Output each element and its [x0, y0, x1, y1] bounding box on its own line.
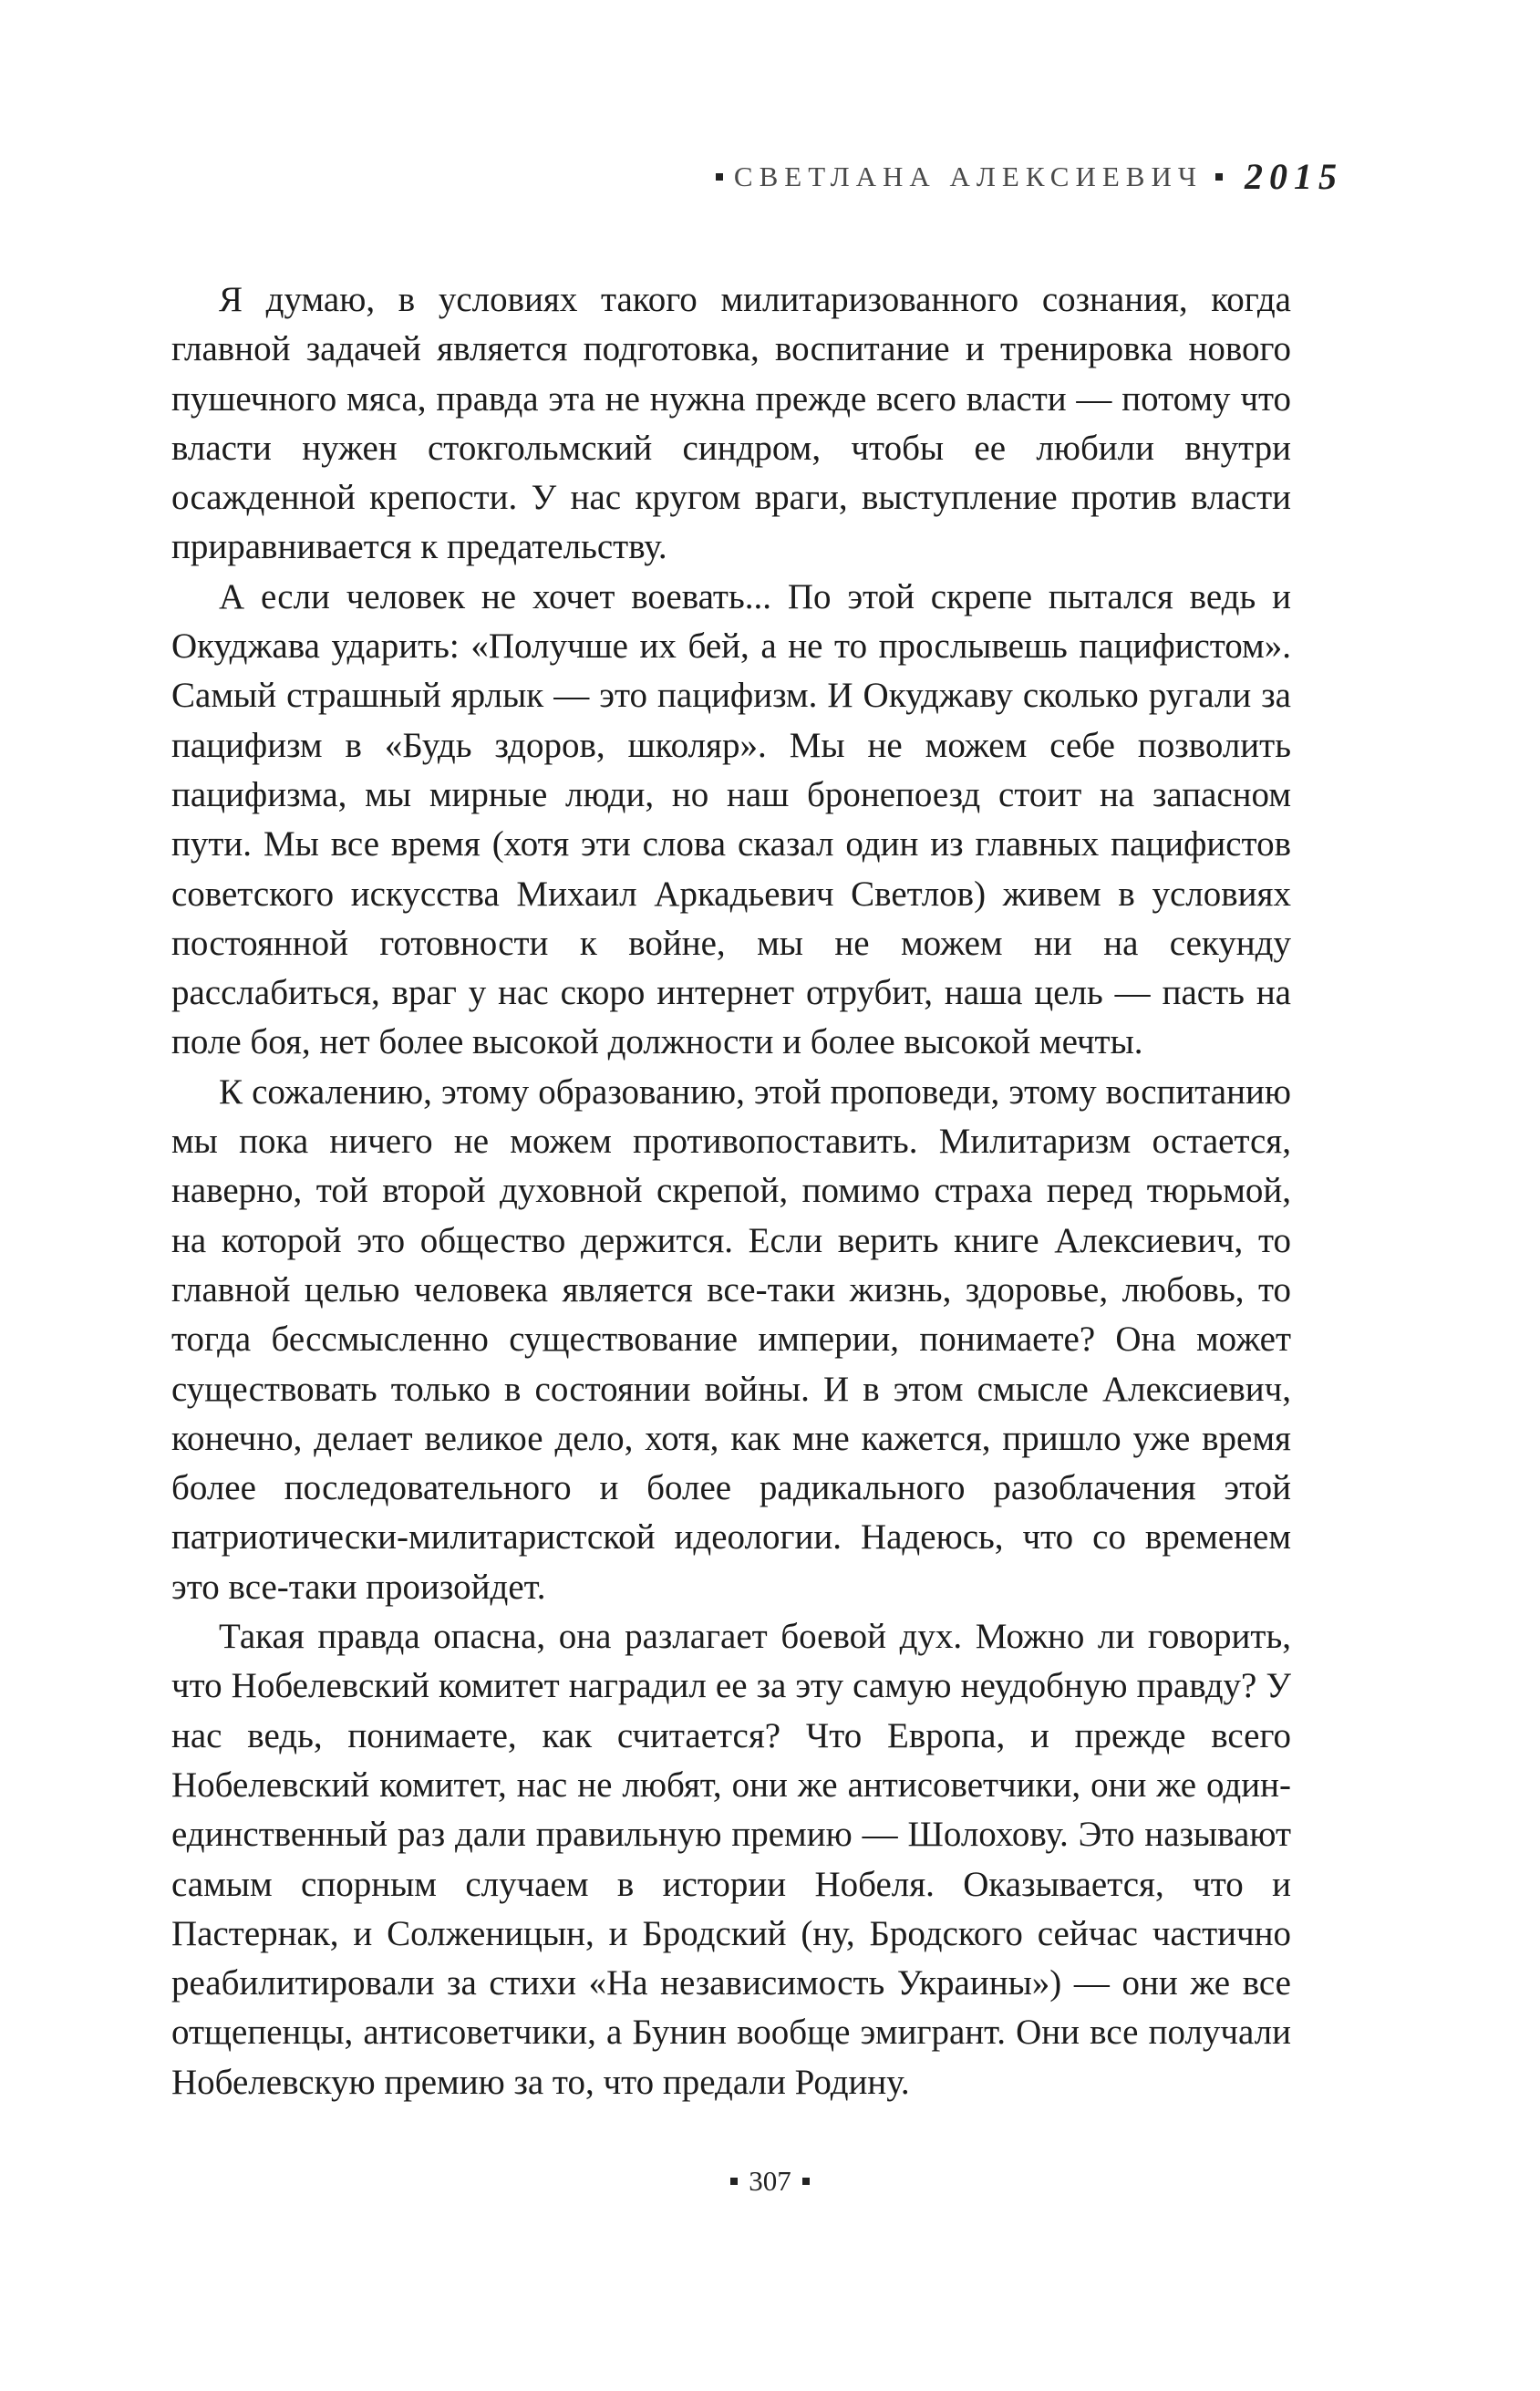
paragraph-1: Я думаю, в условиях такого милитаризованного сознания, когда главной задачей является подготовка, воспитание и тренировка нового пушечного мяса, правда эта не нужна прежде всего власти — потому что власти нужен стокгольмский синдром, чтобы ее любили внутри осажденной крепости. У нас кругом враги, выступление против власти приравнивается к предательству. — [171, 280, 1291, 567]
header-author: СВЕТЛАНА АЛЕКСИЕВИЧ — [733, 160, 1203, 192]
header-year: 2015 — [1245, 156, 1343, 197]
header-bullet-right — [1215, 173, 1223, 181]
folio-bullet-right — [802, 2178, 810, 2185]
page-number-footer — [0, 2165, 1540, 2198]
body-text — [171, 275, 1291, 2107]
page-number: 307 — [749, 2165, 791, 2197]
folio-bullet-left — [730, 2178, 738, 2185]
running-header — [716, 155, 1343, 198]
header-bullet-left — [716, 173, 723, 181]
paragraph-4: Такая правда опасна, она разлагает боевой дух. Можно ли говорить, что Нобелевский комитет наградил ее за эту самую неудобную правду? У нас ведь, понимаете, как считается? Что Европа, и прежде всего Нобелевский комитет, нас не любят, они же антисоветчики, они же один-единственный раз дали правильную премию — Шолохову. Это называют самым спорным случаем в истории Нобеля. Оказывается, что и Пастернак, и Солженицын, и Бродский (ну, Бродского сейчас частично реабилитировали за стихи «На независимость Украины») — они же все отщепенцы, антисоветчики, а Бунин вообще эмигрант. Они все получали Нобелевскую премию за то, что предали Родину. — [171, 1617, 1291, 2102]
paragraph-2: А если человек не хочет воевать... По этой скрепе пытался ведь и Окуджава ударить: «Получше их бей, а не то прослывешь пацифистом». Самый страшный ярлык — это пацифизм. И Окуджаву сколько ругали за пацифизм в «Будь здоров, школяр». Мы не можем себе позволить пацифизма, мы мирные люди, но наш бронепоезд стоит на запасном пути. Мы все время (хотя эти слова сказал один из главных пацифистов советского искусства Михаил Аркадьевич Светлов) живем в условиях постоянной готовности к войне, мы не можем ни на секунду расслабиться, враг у нас скоро интернет отрубит, наша цель — пасть на поле боя, нет более высокой должности и более высокой мечты. — [171, 576, 1291, 1062]
paragraph-3: К сожалению, этому образованию, этой проповеди, этому воспитанию мы пока ничего не можем противопоставить. Милитаризм остается, наверно, той второй духовной скрепой, помимо страха перед тюрьмой, на которой это общество держится. Если верить книге Алексиевич, то главной целью человека является все-таки жизнь, здоровье, любовь, то тогда бессмысленно существование империи, понимаете? Она может существовать только в состоянии войны. И в этом смысле Алексиевич, конечно, делает великое дело, хотя, как мне кажется, пришло уже время более последовательного и более радикального разоблачения этой патриотически-милитаристской идеологии. Надеюсь, что со временем это все-таки произойдет. — [171, 1071, 1291, 1607]
